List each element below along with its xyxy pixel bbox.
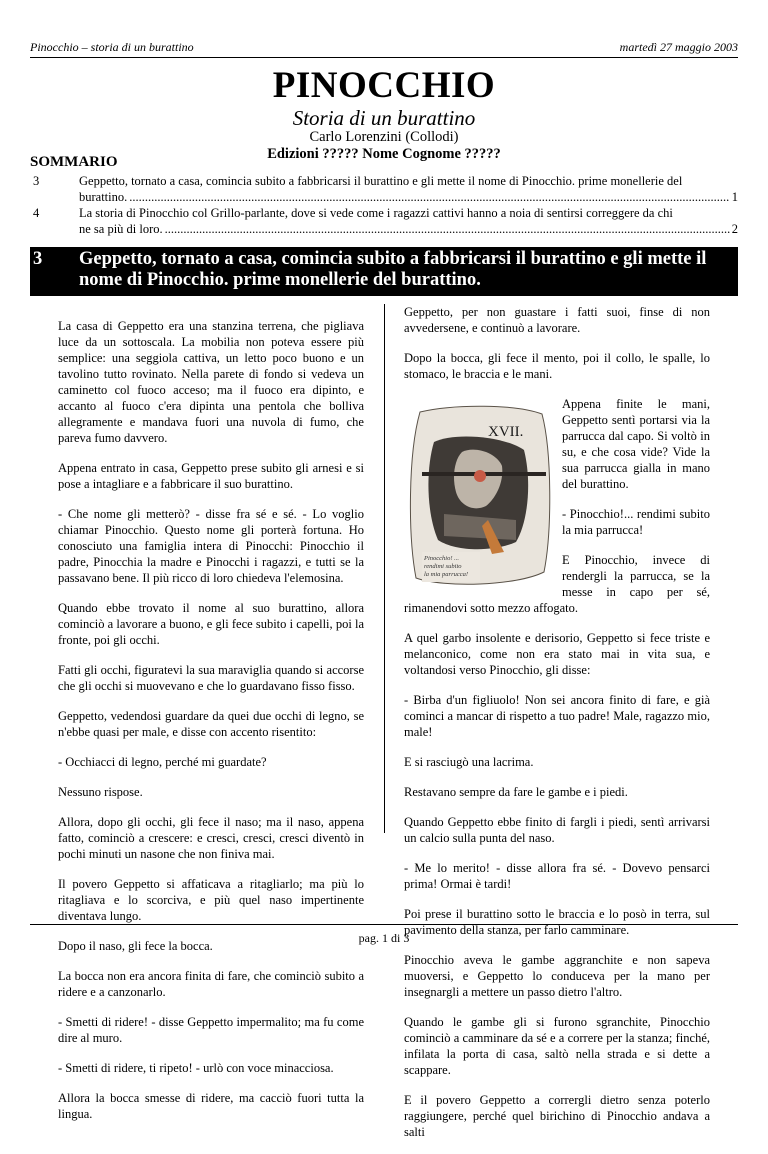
paragraph: Pinocchio aveva le gambe aggranchite e non sapeva muoversi, e Geppetto lo conduceva per la mano per insegnargli a mettere un passo dietro l'altro. bbox=[404, 953, 710, 999]
paragraph: - Me lo merito! - disse allora fra sé. - Dovevo pensarci prima! Ormai è tardi! bbox=[404, 861, 710, 891]
paragraph: Geppetto, vedendosi guardare da quei due occhi di legno, se n'ebbe quasi per male, e disse con accento risentito: bbox=[58, 709, 364, 739]
footer-rule bbox=[30, 924, 738, 925]
paragraph: Dopo la bocca, gli fece il mento, poi il collo, le spalle, lo stomaco, le braccia e le mani. bbox=[404, 351, 710, 381]
toc-entry[interactable] bbox=[30, 205, 738, 237]
book-title: PINOCCHIO bbox=[272, 65, 496, 106]
toc-heading: SOMMARIO bbox=[30, 154, 118, 170]
chapter-number: 3 bbox=[33, 249, 43, 269]
paragraph: Allora la bocca smesse di ridere, ma cacciò fuori tutta la lingua. bbox=[58, 1091, 364, 1121]
pinocchio-illustration bbox=[404, 402, 554, 591]
toc-entry-text: La storia di Pinocchio col Grillo-parlante, dove si vede come i ragazzi cattivi hanno a noia di sentirsi correggere da chi bbox=[79, 206, 673, 220]
paragraph: E il povero Geppetto a corrergli dietro senza poterlo raggiungere, perché quel birichino di Pinocchio andava a salti bbox=[404, 1093, 710, 1139]
header-left: Pinocchio – storia di un burattino bbox=[30, 40, 194, 54]
header-rule bbox=[30, 57, 738, 58]
paragraph: Quando le gambe gli si furono sgranchite, Pinocchio cominciò a camminare da sé e a correre per la stanza; finché, infilata la porta di casa, saltò nella strada e si dette a scappare. bbox=[404, 1015, 710, 1077]
paragraph: - Occhiacci di legno, perché mi guardate? bbox=[58, 755, 267, 769]
header-date: martedì 27 maggio 2003 bbox=[619, 40, 738, 54]
right-column bbox=[404, 304, 710, 1154]
illustration bbox=[404, 402, 554, 591]
toc-entry-page: 2 bbox=[731, 222, 738, 236]
paragraph: La casa di Geppetto era una stanzina terrena, che pigliava luce da un sottoscala. La mobilia non poteva essere più semplice: una seggiola cattiva, un letto poco buono e un tavolino tutto rovinato. Nella parete di fondo si vedeva un caminetto col fuoco acceso; ma il fuoco era dipinto, e accanto al fuoco c'era dipinta una pentola che bolliva allegramente e mandava fuori una nuvola di fumo, che pareva fumo davvero. bbox=[58, 319, 364, 445]
paragraph: - Smetti di ridere! - disse Geppetto impermalito; ma fu come dire al muro. bbox=[58, 1015, 364, 1045]
chapter-title: Geppetto, tornato a casa, comincia subito a fabbricarsi il burattino e gli mette il nome di Pinocchio. prime monellerie del burattino. bbox=[79, 249, 707, 290]
paragraph: Quando ebbe trovato il nome al suo burattino, allora cominciò a lavorare a buono, e gli fece subito i capelli, poi la fronte, poi gli occhi. bbox=[58, 601, 364, 647]
illustration-numeral: XVII. bbox=[488, 424, 524, 440]
paragraph: La bocca non era ancora finita di fare, che cominciò subito a ridere e a canzonarlo. bbox=[58, 969, 364, 999]
paragraph: Quando Geppetto ebbe finito di fargli i piedi, sentì arrivarsi un calcio sulla punta del naso. bbox=[404, 815, 710, 845]
paragraph: Restavano sempre da fare le gambe e i piedi. bbox=[404, 785, 628, 799]
paragraph: Nessuno rispose. bbox=[58, 785, 143, 799]
paragraph: A quel garbo insolente e derisorio, Geppetto si fece triste e melanconico, come non era stato mai in vita sua, e voltandosi verso Pinocchio, gli disse: bbox=[404, 631, 710, 677]
paragraph: Geppetto, per non guastare i fatti suoi, finse di non avvedersene, e continuò a lavorare. bbox=[404, 305, 710, 335]
illustration-caption: Pinocchio! ... rendimi subito la mia parrucca! bbox=[424, 555, 469, 578]
toc-leader-dots bbox=[129, 189, 729, 205]
paragraph: Appena entrato in casa, Geppetto prese subito gli arnesi e si pose a intagliare e a fabbricare il suo burattino. bbox=[58, 461, 364, 491]
toc-entry-number: 3 bbox=[33, 174, 40, 188]
paragraph: - Che nome gli metterò? - disse fra sé e sé. - Lo voglio chiamar Pinocchio. Questo nome gli porterà fortuna. Ho conosciuto una famiglia intera di Pinocchi: Pinocchio il padre, Pinocchia la madre e Pinocchi i ragazzi, e tutti se la passavano bene. Il più ricco di loro chiedeva l'elemosina. bbox=[58, 507, 364, 585]
column-divider bbox=[384, 304, 385, 833]
toc-entry[interactable] bbox=[30, 173, 738, 205]
paragraph: Fatti gli occhi, figuratevi la sua maraviglia quando si accorse che gli occhi si muovevano e che lo guardavano fisso fisso. bbox=[58, 663, 364, 693]
paragraph: E Pinocchio, invece di rendergli la parrucca, se la messe in capo per sé, rimanendovi sotto mezzo affogato. bbox=[404, 553, 710, 615]
toc-leader-dots bbox=[165, 221, 730, 237]
paragraph: E si rasciugò una lacrima. bbox=[404, 755, 534, 769]
paragraph: Dopo il naso, gli fece la bocca. bbox=[58, 939, 213, 953]
toc-entry-number: 4 bbox=[33, 206, 40, 220]
paragraph: - Birba d'un figliuolo! Non sei ancora finito di fare, e già cominci a mancar di rispetto a tuo padre! Male, ragazzo mio, male! bbox=[404, 693, 710, 739]
running-header bbox=[30, 40, 738, 58]
paragraph: Poi prese il burattino sotto le braccia e lo posò in terra, sul pavimento della stanza, per farlo camminare. bbox=[404, 907, 710, 937]
book-author: Carlo Lorenzini (Collodi) bbox=[309, 129, 459, 145]
page-number: pag. 1 di 3 bbox=[358, 931, 410, 945]
chapter-heading bbox=[30, 247, 738, 296]
paragraph: - Pinocchio!... rendimi subito la mia parrucca! bbox=[562, 507, 710, 537]
toc-entry-text: Geppetto, tornato a casa, comincia subito a fabbricarsi il burattino e gli mette il nome di Pinocchio. prime monellerie del bbox=[79, 174, 683, 188]
paragraph: Appena finite le mani, Geppetto sentì portarsi via la parrucca dal capo. Si voltò in su, e che cosa vide? Vide la sua parrucca gialla in mano del burattino. bbox=[562, 397, 710, 491]
left-column bbox=[58, 318, 364, 1136]
toc-entry-text-cont: burattino. bbox=[79, 190, 128, 204]
toc-entry-page: 1 bbox=[731, 190, 738, 204]
paragraph: - Smetti di ridere, ti ripeto! - urlò con voce minacciosa. bbox=[58, 1061, 334, 1075]
table-of-contents bbox=[30, 173, 738, 237]
paragraph: Allora, dopo gli occhi, gli fece il naso; ma il naso, appena fatto, cominciò a crescere: e cresci, cresci, cresci diventò in pochi minuti un nasone che non finiva mai. bbox=[58, 815, 364, 861]
book-edition: Edizioni ????? Nome Cognome ????? bbox=[267, 146, 501, 162]
paragraph: Il povero Geppetto si affaticava a ritagliarlo; ma più lo ritagliava e lo scorciva, e più quel naso impertinente diventava lungo. bbox=[58, 877, 364, 923]
toc-entry-text-cont: ne sa più di loro. bbox=[79, 222, 163, 236]
book-subtitle: Storia di un burattino bbox=[292, 106, 476, 130]
